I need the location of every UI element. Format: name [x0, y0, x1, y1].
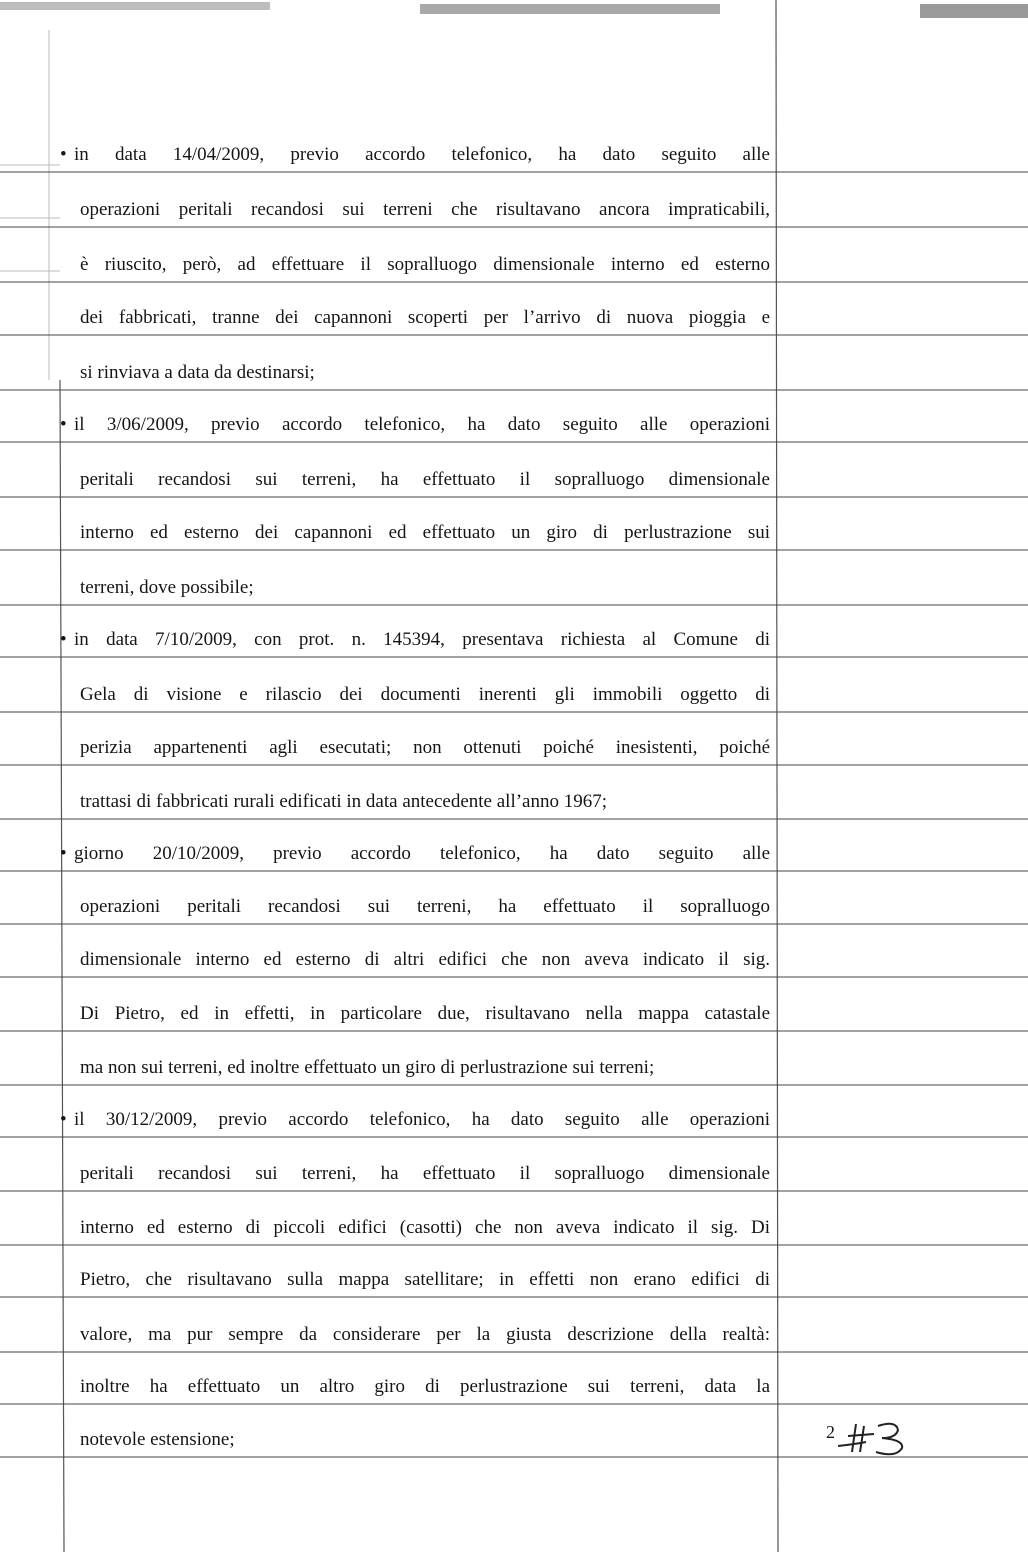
- line-text: Gela di visione e rilascio dei documenti inerenti gli immobili oggetto di: [80, 684, 770, 705]
- line-text: Pietro, che risultavano sulla mappa satellitare; in effetti non erano edifici di: [80, 1269, 770, 1290]
- text-line: [80, 468, 770, 492]
- text-line: [80, 948, 770, 972]
- line-text: interno ed esterno di piccoli edifici (casotti) che non aveva indicato il sig. Di: [80, 1217, 770, 1238]
- text-line: [60, 413, 770, 437]
- text-line: [80, 1002, 770, 1026]
- signature-initials: [826, 1418, 916, 1458]
- text-line: [80, 306, 770, 330]
- line-text: valore, ma pur sempre da considerare per la giusta descrizione della realtà:: [80, 1324, 770, 1345]
- page-number: 2: [826, 1422, 835, 1442]
- line-text: peritali recandosi sui terreni, ha effettuato il sopralluogo dimensionale: [80, 469, 770, 490]
- bullet-icon: •: [60, 843, 67, 864]
- line-text: dimensionale interno ed esterno di altri edifici che non aveva indicato il sig.: [80, 949, 770, 970]
- text-line: [60, 628, 770, 652]
- text-line: [60, 143, 770, 167]
- text-line: [80, 253, 770, 277]
- text-line: [80, 1162, 770, 1186]
- line-text: si rinviava a data da destinarsi;: [80, 362, 315, 383]
- line-text: operazioni peritali recandosi sui terreni che risultavano ancora impraticabili,: [80, 199, 770, 220]
- text-line: [80, 1216, 770, 1240]
- line-text: giorno 20/10/2009, previo accordo telefonico, ha dato seguito alle: [74, 843, 770, 864]
- line-text: perizia appartenenti agli esecutati; non ottenuti poiché inesistenti, poiché: [80, 737, 770, 758]
- line-text: notevole estensione;: [80, 1429, 235, 1450]
- line-text: il 3/06/2009, previo accordo telefonico, ha dato seguito alle operazioni: [74, 414, 770, 435]
- line-text: inoltre ha effettuato un altro giro di perlustrazione sui terreni, data la: [80, 1376, 770, 1397]
- line-text: ma non sui terreni, ed inoltre effettuato un giro di perlustrazione sui terreni;: [80, 1057, 655, 1078]
- text-line: [80, 521, 770, 545]
- text-line: [80, 683, 770, 707]
- bullet-icon: •: [60, 414, 67, 435]
- line-text: terreni, dove possibile;: [80, 577, 254, 598]
- line-text: dei fabbricati, tranne dei capannoni scoperti per l’arrivo di nuova pioggia e: [80, 307, 770, 328]
- text-line: [80, 1323, 770, 1347]
- text-line: [60, 1108, 770, 1132]
- line-text: in data 14/04/2009, previo accordo telefonico, ha dato seguito alle: [74, 144, 770, 165]
- line-text: peritali recandosi sui terreni, ha effettuato il sopralluogo dimensionale: [80, 1163, 770, 1184]
- line-text: interno ed esterno dei capannoni ed effettuato un giro di perlustrazione sui: [80, 522, 770, 543]
- text-line: [80, 1375, 770, 1399]
- text-line: [80, 361, 770, 385]
- text-line: [80, 576, 770, 600]
- line-text: il 30/12/2009, previo accordo telefonico, ha dato seguito alle operazioni: [74, 1109, 770, 1130]
- line-text: operazioni peritali recandosi sui terreni, ha effettuato il sopralluogo: [80, 896, 770, 917]
- line-text: Di Pietro, ed in effetti, in particolare due, risultavano nella mappa catastale: [80, 1003, 770, 1024]
- text-line: [60, 842, 770, 866]
- line-text: è riuscito, però, ad effettuare il sopralluogo dimensionale interno ed esterno: [80, 254, 770, 275]
- bullet-icon: •: [60, 1109, 67, 1130]
- text-line: [80, 198, 770, 222]
- bullet-icon: •: [60, 144, 67, 165]
- text-line: [80, 736, 770, 760]
- text-line: [80, 790, 770, 814]
- bullet-icon: •: [60, 629, 67, 650]
- line-text: trattasi di fabbricati rurali edificati in data antecedente all’anno 1967;: [80, 791, 608, 812]
- text-line: [80, 1056, 770, 1080]
- text-line: [80, 1268, 770, 1292]
- line-text: in data 7/10/2009, con prot. n. 145394, presentava richiesta al Comune di: [74, 629, 770, 650]
- text-line: [80, 1428, 770, 1452]
- text-line: [80, 895, 770, 919]
